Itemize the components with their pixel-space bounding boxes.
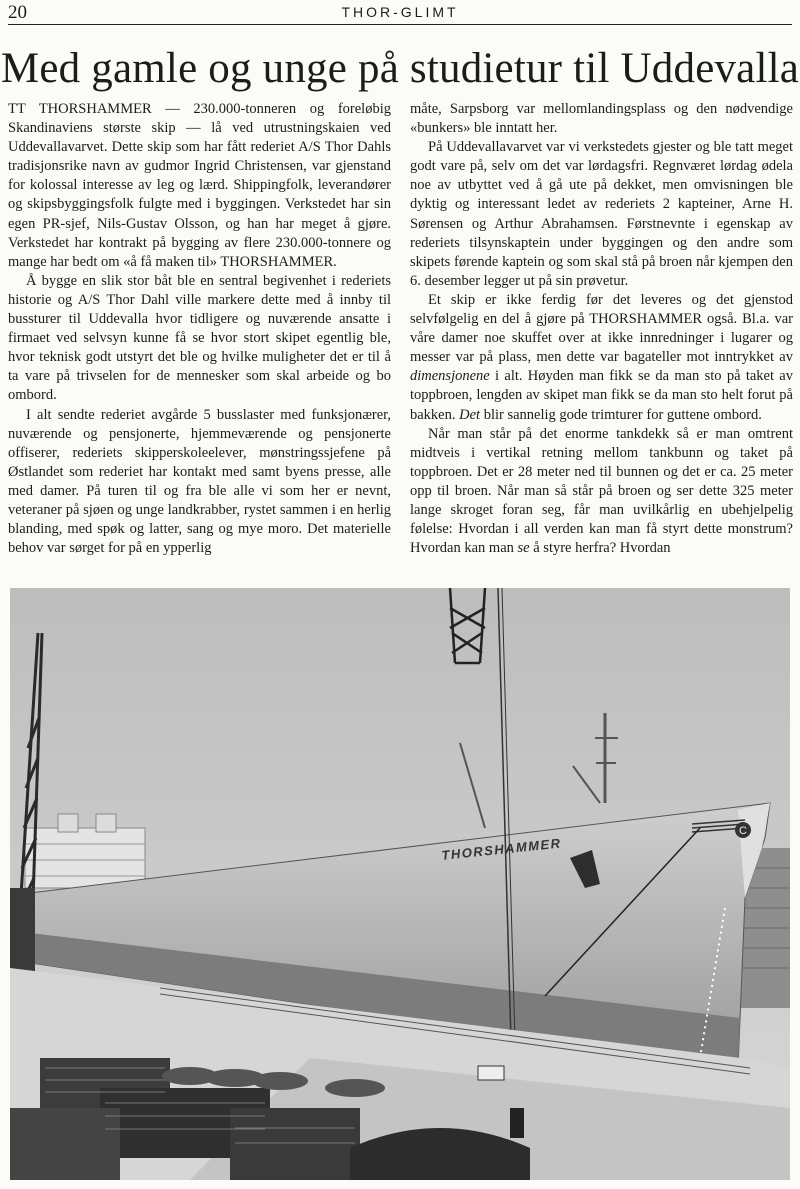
quay-car	[478, 1066, 504, 1080]
paragraph-tank-deck: Når man står på det enorme tankdekk så er man omtrent midtveis i vertikal retning mellom tankbunn og taket på toppbroen. Det er 28 meter ned til bunnen og det er ca. 25 meter opp til broen. Når man så står på broen og ser dette 325 meter lange skroget foran seg, får man uvilkårlig en ubehjelpelig følelse: Hvordan i all verden kan man få styrt dette monstrum? Hvordan kan man se å styre herfra? Hvordan	[410, 425, 793, 557]
crane-hook	[510, 1108, 524, 1138]
emphasis-det: Det	[459, 406, 481, 423]
right-text-column	[410, 100, 793, 558]
hull-name-text: THORSHAMMER	[440, 835, 563, 863]
magazine-running-head: THOR-GLIMT	[341, 4, 459, 20]
paragraph-intro: TT THORSHAMMER — 230.000-tonneren og foreløbig Skandinaviens største skip — lå ved utrustningskaien ved Uddevallavarvet. Dette skip som har fått rederiet A/S Thor Dahls tradisjonsrike navn av gudmor Ingrid Christensen, var gjenstand for kolossal interesse av leg og lærd. Shippingfolk, leverandører og skipsbyggingsfolk fulgte med i byggingen. Verkstedet har sin egen PR-sjef, Nils-Gustav Olsson, og han har meget å gjøre. Verkstedet har kontrakt på bygging av flere 230.000-tonnere og mange har bedt om «å få maken til» THORSHAMMER.	[8, 101, 391, 270]
page-number: 20	[8, 2, 27, 23]
emphasis-se: se	[517, 540, 530, 557]
article-headline: Med gamle og unge på studietur til Uddevalla	[0, 45, 800, 92]
ship-photograph	[10, 588, 790, 1180]
svg-text:C: C	[739, 825, 747, 837]
header-rule	[8, 24, 792, 25]
paragraph-sarpsborg: måte, Sarpsborg var mellomlandingsplass og den nødvendige «bunkers» ble inntatt her.	[410, 101, 793, 137]
paragraph-bus-trips: Å bygge en slik stor båt ble en sentral begivenhet i rederiets historie og A/S Thor Dahl ville markere dette med å innby til bussturer til Uddevalla hvor tidligere og nuværende ansatte i firmaet ved selvsyn kunne få se hvor stort skipet egentlig ble, hvor teknisk godt utstyrt det ble og hvilke muligheter det er til å ta vare på trivselen for de mennesker som skal arbeide og bo ombord.	[8, 272, 391, 404]
paragraph-dimensions: Et skip er ikke ferdig før det leveres og det gjenstod selvfølgelig en del å gjøre på THORSHAMMER også. Bl.a. var våre damer noe skuffet over at ikke innredninger i lugarer og messer var på plass, men dette var bagateller mot inntrykket av dimensjonene i alt. Høyden man fikk se da man sto på taket av toppbroen, lengden av skipet man fikk se da man sto helt forut på bakken. Det blir sannelig gode trimturer for guttene ombord.	[410, 291, 793, 423]
left-text-column	[8, 100, 391, 558]
emphasis-dimensions: dimensjonene	[410, 368, 490, 385]
paragraph-yard-visit: På Uddevallavarvet var vi verkstedets gjester og ble tatt meget godt vare på, selv om det var lørdagsfri. Regnværet lørdag ødela noe av utbyttet ved å gå ute på dekket, men omvisningen ble dyktig og interessant ledet av rederiets 2 kapteiner, Arne H. Sørensen og Arthur Abrahamsen. Førstnevnte i egenskap av rederiets tilsynskaptein under byggingen og den andre som skipets førende kaptein og som skal stå på broen når kjempen den 6. desember legger ut på sin prøvetur.	[410, 139, 793, 289]
paragraph-participants: I alt sendte rederiet avgårde 5 busslaster med funksjonærer, nuværende og pensjonerte, hjemmeværende og pensjonerte offiserer, rederiets skipperskoleelever, mønstringssjefene på Østlandet som rederiet har kontakt med samt byens presse, alle med damer. På turen til og fra ble alle vi som her er nevnt, veteraner på sjøen og unge landkrabber, rystet sammen i en herlig blanding, med spøk og latter, sang og mye moro. Det materielle behov var sørget for på en ypperlig	[8, 406, 391, 557]
ship-illustration	[10, 588, 790, 1180]
